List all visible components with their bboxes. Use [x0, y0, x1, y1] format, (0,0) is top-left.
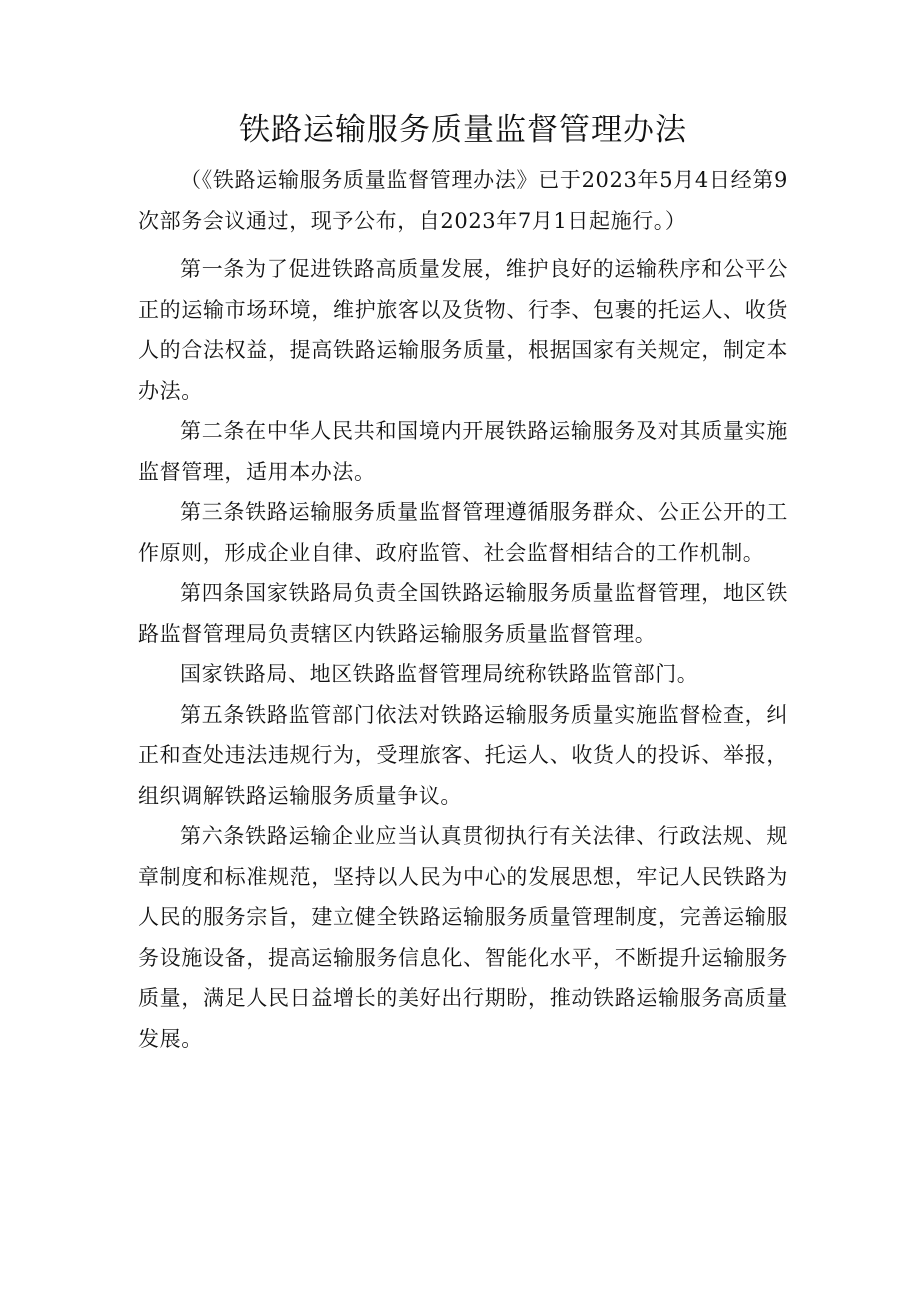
document-body	[138, 160, 788, 1059]
article-5: 第五条铁路监管部门依法对铁路运输服务质量实施监督检查，纠正和查处违法违规行为，受理旅客、托运人、收货人的投诉、举报，组织调解铁路运输服务质量争议。	[138, 702, 788, 808]
article-2: 第二条在中华人民共和国境内开展铁路运输服务及对其质量实施监督管理，适用本办法。	[138, 419, 788, 484]
article-4-note: 国家铁路局、地区铁路监督管理局统称铁路监管部门。	[180, 662, 699, 686]
article-1: 第一条为了促进铁路高质量发展，维护良好的运输秩序和公平公正的运输市场环境，维护旅客以及货物、行李、包裹的托运人、收货人的合法权益，提高铁路运输服务质量，根据国家有关规定，制定本办法。	[138, 257, 788, 403]
article-4: 第四条国家铁路局负责全国铁路运输服务质量监督管理，地区铁路监督管理局负责辖区内铁路运输服务质量监督管理。	[138, 581, 788, 646]
intro-note: （《铁路运输服务质量监督管理办法》已于2023年5月4日经第9次部务会议通过，现予公布，自2023年7月1日起施行。）	[138, 168, 788, 233]
document-title: 铁路运输服务质量监督管理办法	[239, 112, 687, 148]
article-6: 第六条铁路运输企业应当认真贯彻执行有关法律、行政法规、规章制度和标准规范，坚持以人民为中心的发展思想，牢记人民铁路为人民的服务宗旨，建立健全铁路运输服务质量管理制度，完善运输服务设施设备，提高运输服务信息化、智能化水平，不断提升运输服务质量，满足人民日益增长的美好出行期盼，推动铁路运输服务高质量发展。	[138, 824, 788, 1051]
article-3: 第三条铁路运输服务质量监督管理遵循服务群众、公正公开的工作原则，形成企业自律、政府监管、社会监督相结合的工作机制。	[138, 500, 788, 565]
